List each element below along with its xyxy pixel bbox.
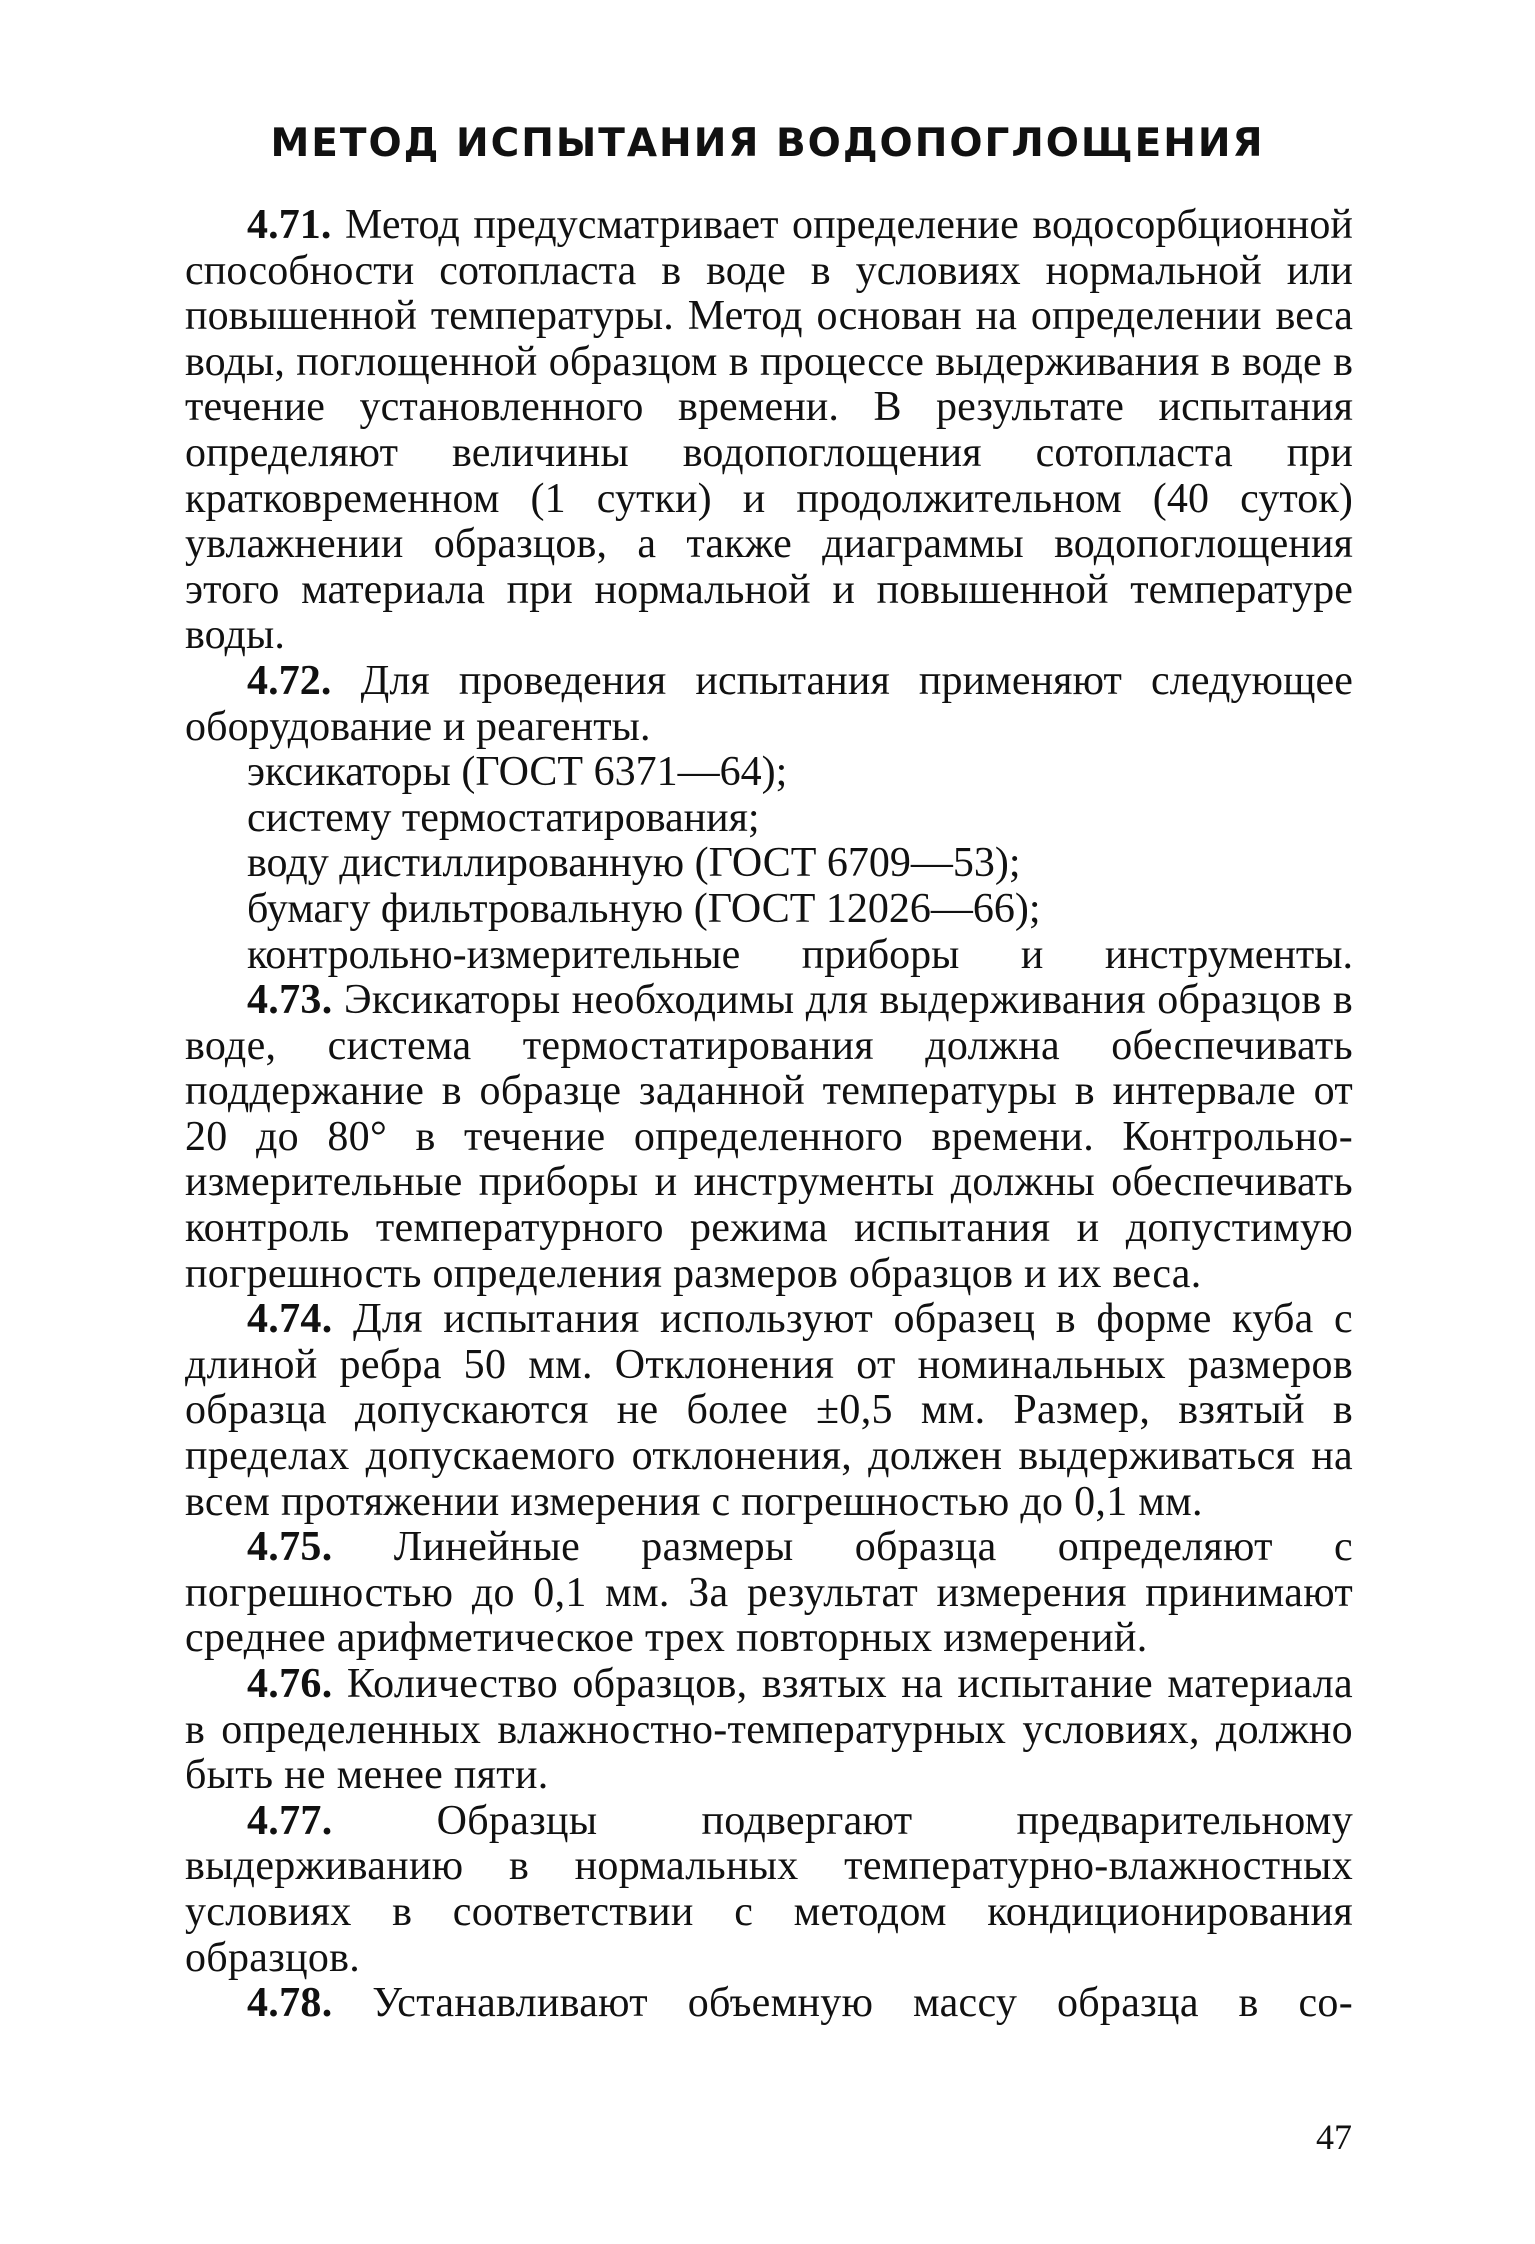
section-number: 4.72. xyxy=(247,657,332,704)
section-4-75 xyxy=(185,1525,1353,1662)
list-item: эксикаторы (ГОСТ 6371—64); xyxy=(247,749,788,796)
section-4-76 xyxy=(185,1662,1353,1799)
page-title: МЕТОД ИСПЫТАНИЯ ВОДОПОГЛОЩЕНИЯ xyxy=(270,121,1265,166)
section-text: Метод предусматривает определение водосорбционной способности сотопласта в воде в условиях нормальной или повышенной температуры. Метод основан на определении веса воды, поглощенной образцом в процессе выдерживания в воде в течение установленного времени. В результате испытания определяют величины водопоглощения сотопласта при кратковременном (1 сутки) и продолжительном (40 суток) увлажнении образцов, а также диаграммы водопоглощения этого материала при нормальной и повышенной температуре воды. xyxy=(185,202,1353,659)
section-number: 4.78. xyxy=(247,1980,333,2027)
section-number: 4.71. xyxy=(247,202,332,248)
list-item: воду дистиллированную (ГОСТ 6709—53); xyxy=(247,840,1021,887)
list-item: систему термостатирования; xyxy=(247,794,760,841)
equipment-list xyxy=(185,750,1353,978)
section-number: 4.77. xyxy=(247,1797,333,1844)
section-text: Для испытания используют образец в форме куба с длиной ребра 50 мм. Отклонения от номинальных размеров образца допускаются не более ±0,5 мм. Размер, взятый в пределах допускаемого отклонения, должен выдерживаться на всем протяжении измерения с погрешностью до 0,1 мм. xyxy=(185,1296,1353,1525)
section-number: 4.74. xyxy=(247,1296,333,1343)
section-4-72 xyxy=(185,659,1353,750)
section-number: 4.75. xyxy=(247,1524,333,1571)
section-number: 4.76. xyxy=(247,1661,333,1707)
list-item: контрольно-измерительные приборы и инструменты. xyxy=(247,931,1353,978)
section-text: Эксикаторы необходимы для выдерживания образцов в воде, система термостатирования должна обеспечивать поддержание в образце заданной температуры в интервале от 20 до 80° в течение определенного времени. Контрольно-измерительные приборы и инструменты должны обеспечивать контроль температурного режима испытания и допустимую погрешность определения размеров образцов и их веса. xyxy=(185,977,1353,1297)
section-4-71 xyxy=(185,203,1353,659)
list-item: бумагу фильтровальную (ГОСТ 12026—66); xyxy=(247,885,1041,932)
section-text: Количество образцов, взятых на испытание материала в определенных влажностно-температурных условиях, должно быть не менее пяти. xyxy=(185,1661,1353,1799)
document-body xyxy=(185,203,1353,2027)
section-text: Образцы подвергают предварительному выдерживанию в нормальных температурно-влажностных условиях в соответствии с методом кондиционирования образцов. xyxy=(185,1797,1353,1981)
section-4-74 xyxy=(185,1297,1353,1525)
section-4-77 xyxy=(185,1799,1353,1981)
section-4-78 xyxy=(185,1981,1353,2027)
section-text: Устанавливают объемную массу образца в со- xyxy=(372,1980,1353,2027)
section-text: Линейные размеры образца определяют с погрешностью до 0,1 мм. За результат измерения принимают среднее арифметическое трех повторных измерений. xyxy=(185,1524,1353,1662)
section-4-73 xyxy=(185,978,1353,1297)
section-text: Для проведения испытания применяют следующее оборудование и реагенты. xyxy=(185,657,1353,750)
page-number: 47 xyxy=(1316,2117,1352,2157)
section-number: 4.73. xyxy=(247,977,333,1024)
